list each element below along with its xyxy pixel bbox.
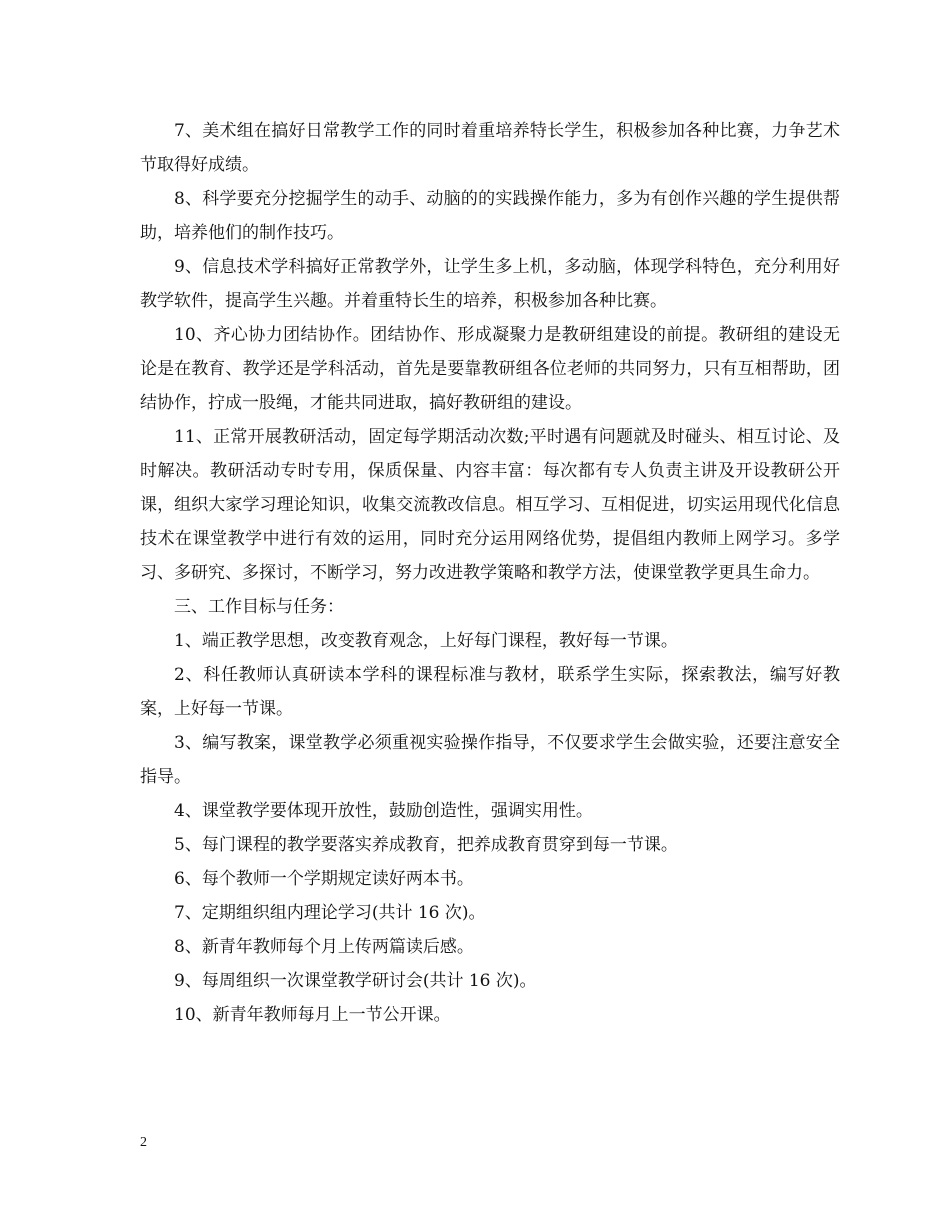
goal-item-2: 2、科任教师认真研读本学科的课程标准与教材，联系学生实际，探索教法，编写好教案，上好每一节课。 xyxy=(140,665,840,719)
paragraph-it-subject: 9、信息技术学科搞好正常教学外，让学生多上机，多动脑，体现学科特色，充分利用好教学软件，提高学生兴趣。并着重特长生的培养，积极参加各种比赛。 xyxy=(140,257,840,311)
goal-item-3: 3、编写教案，课堂教学必须重视实验操作指导，不仅要求学生会做实验，还要注意安全指导。 xyxy=(140,733,840,787)
document-body xyxy=(140,114,840,1032)
section-heading-goals: 三、工作目标与任务： xyxy=(174,597,344,617)
goal-item-8: 8、新青年教师每个月上传两篇读后感。 xyxy=(174,937,474,957)
paragraph-teamwork: 10、齐心协力团结协作。团结协作、形成凝聚力是教研组建设的前提。教研组的建设无论是在教育、教学还是学科活动，首先是要靠教研组各位老师的共同努力，只有互相帮助，团结协作，拧成一股绳，才能共同进取，搞好教研组的建设。 xyxy=(140,325,840,413)
goal-item-6: 6、每个教师一个学期规定读好两本书。 xyxy=(174,869,474,889)
goal-item-5: 5、每门课程的教学要落实养成教育，把养成教育贯穿到每一节课。 xyxy=(174,835,678,855)
goal-item-9: 9、每周组织一次课堂教学研讨会(共计 16 次)。 xyxy=(174,971,537,991)
page-number: 2 xyxy=(140,1135,147,1150)
paragraph-art-group: 7、美术组在搞好日常教学工作的同时着重培养特长学生，积极参加各种比赛，力争艺术节取得好成绩。 xyxy=(140,121,840,175)
goal-item-4: 4、课堂教学要体现开放性，鼓励创造性，强调实用性。 xyxy=(174,801,593,821)
goal-item-10: 10、新青年教师每月上一节公开课。 xyxy=(174,1005,451,1025)
paragraph-research-activities: 11、正常开展教研活动，固定每学期活动次数;平时遇有问题就及时碰头、相互讨论、及时解决。教研活动专时专用，保质保量、内容丰富：每次都有专人负责主讲及开设教研公开课，组织大家学习理论知识，收集交流教改信息。相互学习、互相促进，切实运用现代化信息技术在课堂教学中进行有效的运用，同时充分运用网络优势，提倡组内教师上网学习。多学习、多研究、多探讨，不断学习，努力改进教学策略和教学方法，使课堂教学更具生命力。 xyxy=(140,427,840,583)
goal-item-7: 7、定期组织组内理论学习(共计 16 次)。 xyxy=(174,903,486,923)
goal-item-1: 1、端正教学思想，改变教育观念，上好每门课程，教好每一节课。 xyxy=(174,631,678,651)
paragraph-science: 8、科学要充分挖掘学生的动手、动脑的的实践操作能力，多为有创作兴趣的学生提供帮助，培养他们的制作技巧。 xyxy=(140,189,840,243)
